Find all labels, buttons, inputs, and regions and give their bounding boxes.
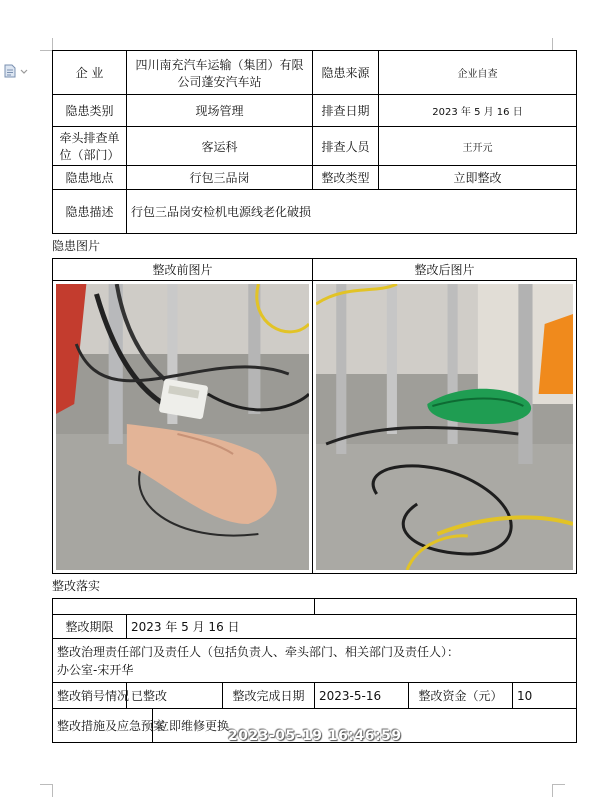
enterprise-value: 四川南充汽车运输（集团）有限公司蓬安汽车站: [127, 51, 313, 95]
unit-label: 牵头排查单位（部门）: [53, 127, 127, 166]
source-label: 隐患来源: [313, 51, 379, 95]
rect-type-label: 整改类型: [313, 166, 379, 190]
description-value: 行包三品岗安检机电源线老化破损: [127, 190, 577, 234]
enterprise-label: 企 业: [53, 51, 127, 95]
after-photo-cell: [313, 281, 577, 574]
responsibility-cell: [53, 639, 577, 683]
date-value: 2023 年 5 月 16 日: [379, 95, 577, 127]
source-value: 企业自查: [379, 51, 577, 95]
date-label: 排查日期: [313, 95, 379, 127]
hazard-report: [52, 50, 576, 743]
after-photo: [316, 284, 573, 570]
measures-label: 整改措施及应急预案: [53, 709, 153, 743]
location-label: 隐患地点: [53, 166, 127, 190]
blank-cell: [315, 599, 577, 615]
before-photo-cell: [53, 281, 313, 574]
category-label: 隐患类别: [53, 95, 127, 127]
implementation-table: [52, 598, 577, 743]
deadline-value: 2023 年 5 月 16 日: [127, 615, 577, 639]
rect-type-value: 立即整改: [379, 166, 577, 190]
after-photo-label: 整改后图片: [313, 259, 577, 281]
page-corner-mark: [552, 784, 565, 797]
measures-value: 立即维修更换: [153, 709, 577, 743]
inspector-label: 排查人员: [313, 127, 379, 166]
completion-date-value: 2023-5-16: [315, 683, 409, 709]
document-icon[interactable]: [4, 64, 30, 78]
description-label: 隐患描述: [53, 190, 127, 234]
page-corner-mark: [40, 784, 53, 797]
photos-table: [52, 258, 577, 574]
closure-value: 已整改: [127, 683, 223, 709]
implementation-section-label: 整改落实: [52, 579, 101, 593]
unit-value: 客运科: [127, 127, 313, 166]
hazard-info-table: [52, 50, 577, 234]
category-value: 现场管理: [127, 95, 313, 127]
completion-date-label: 整改完成日期: [223, 683, 315, 709]
inspector-value: 王开元: [379, 127, 577, 166]
fund-value: 10: [513, 683, 577, 709]
location-value: 行包三品岗: [127, 166, 313, 190]
before-photo: [56, 284, 309, 570]
responsibility-label: 整改治理责任部门及责任人（包括负责人、牵头部门、相关部门及责任人）：: [57, 644, 460, 659]
blank-cell: [53, 599, 315, 615]
before-photo-label: 整改前图片: [53, 259, 313, 281]
deadline-label: 整改期限: [53, 615, 127, 639]
responsibility-value: 办公室-宋开华: [57, 662, 134, 677]
photos-section-label: 隐患图片: [52, 239, 101, 253]
fund-label: 整改资金（元）: [409, 683, 513, 709]
timestamp-watermark: 2023-05-19 16:46:59: [228, 728, 402, 744]
closure-label: 整改销号情况: [53, 683, 127, 709]
